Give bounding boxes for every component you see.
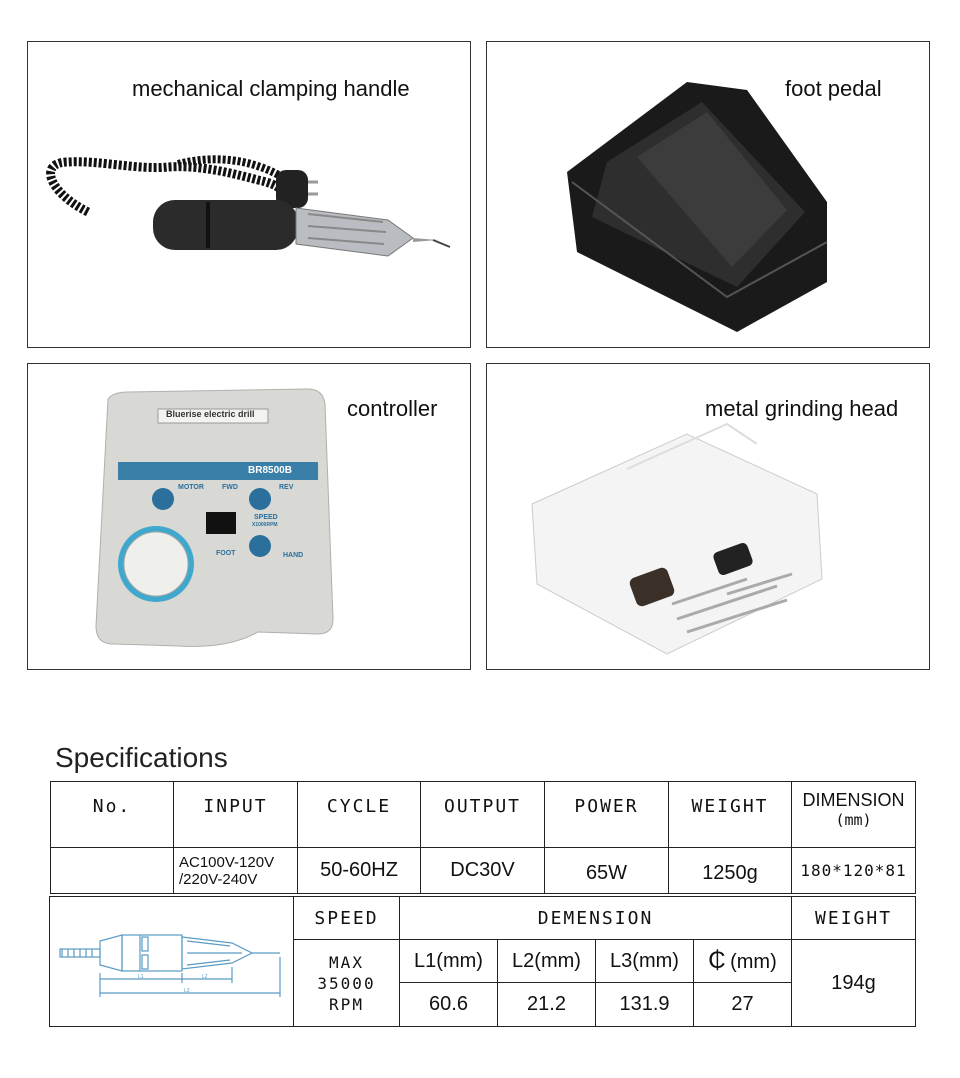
controller-model: BR8500B [248, 465, 292, 476]
panel-grinding-head [486, 363, 930, 670]
controller-speed-label: SPEED [254, 514, 278, 521]
panel-handle [27, 41, 471, 348]
header-cycle: CYCLE [298, 782, 421, 848]
row-output: DC30V [421, 848, 545, 894]
row-input [174, 848, 298, 894]
diagram-label-l2: L2 [201, 974, 208, 980]
handpiece-speed-header: SPEED [294, 897, 400, 940]
controller-rev-label: REV [279, 484, 294, 491]
handpiece-speed-line2: 35000 [317, 973, 376, 993]
handpiece-l3-value: 131.9 [596, 983, 694, 1027]
foot-pedal-label: foot pedal [785, 76, 882, 101]
handpiece-diameter-value: 27 [694, 983, 792, 1027]
controller-motor-label: MOTOR [178, 484, 204, 491]
handpiece-speed-line1: MAX [329, 952, 364, 972]
spec-table-main [50, 781, 916, 894]
handpiece-speed-value [294, 940, 400, 1027]
handpiece-dimension-header: DEMENSION [400, 897, 792, 940]
header-dimension-unit: (mm) [835, 811, 872, 829]
panel-foot-pedal [486, 41, 930, 348]
row-dimension: 180*120*81 [792, 848, 916, 894]
row-no [51, 848, 174, 894]
controller-hand-label: HAND [283, 552, 304, 559]
header-dimension-label: DIMENSION [802, 790, 905, 810]
handpiece-weight-value: 194g [792, 940, 916, 1027]
spec-table-handpiece [49, 896, 916, 1027]
handpiece-l1-value: 60.6 [400, 983, 498, 1027]
controller-foot-label: FOOT [216, 550, 236, 557]
diagram-label-l1: L1 [137, 974, 144, 980]
header-weight: WEIGHT [669, 782, 792, 848]
diameter-symbol: ₵ [708, 947, 726, 974]
handpiece-l1-header: L1(mm) [400, 940, 498, 983]
handpiece-l2-value: 21.2 [498, 983, 596, 1027]
handpiece-weight-header: WEIGHT [792, 897, 916, 940]
header-dimension [792, 782, 916, 848]
handpiece-speed-line3: RPM [329, 994, 364, 1014]
handpiece-diagram-cell [50, 897, 294, 1027]
specifications-title: Specifications [55, 742, 228, 773]
diameter-unit: (mm) [730, 951, 777, 973]
header-no: No. [51, 782, 174, 848]
panel-controller [27, 363, 471, 670]
controller-label: controller [347, 396, 438, 421]
row-input-line2: /220V-240V [179, 870, 258, 888]
row-weight: 1250g [669, 848, 792, 894]
handpiece-l2-header: L2(mm) [498, 940, 596, 983]
row-power: 65W [545, 848, 669, 894]
controller-fwd-label: FWD [222, 484, 238, 491]
header-output: OUTPUT [421, 782, 545, 848]
handpiece-diameter-header [694, 940, 792, 983]
grinding-head-label: metal grinding head [705, 396, 899, 421]
handpiece-l3-header: L3(mm) [596, 940, 694, 983]
handpiece-diagram [52, 897, 292, 1021]
header-power: POWER [545, 782, 669, 848]
row-cycle: 50-60HZ [298, 848, 421, 894]
header-input: INPUT [174, 782, 298, 848]
controller-brand: Bluerise electric drill [166, 409, 255, 419]
handle-label: mechanical clamping handle [132, 76, 410, 101]
diagram-label-l3: L3 [183, 988, 190, 994]
controller-speed-unit: X1000RPM [252, 522, 278, 528]
row-input-line1: AC100V-120V [179, 853, 275, 871]
